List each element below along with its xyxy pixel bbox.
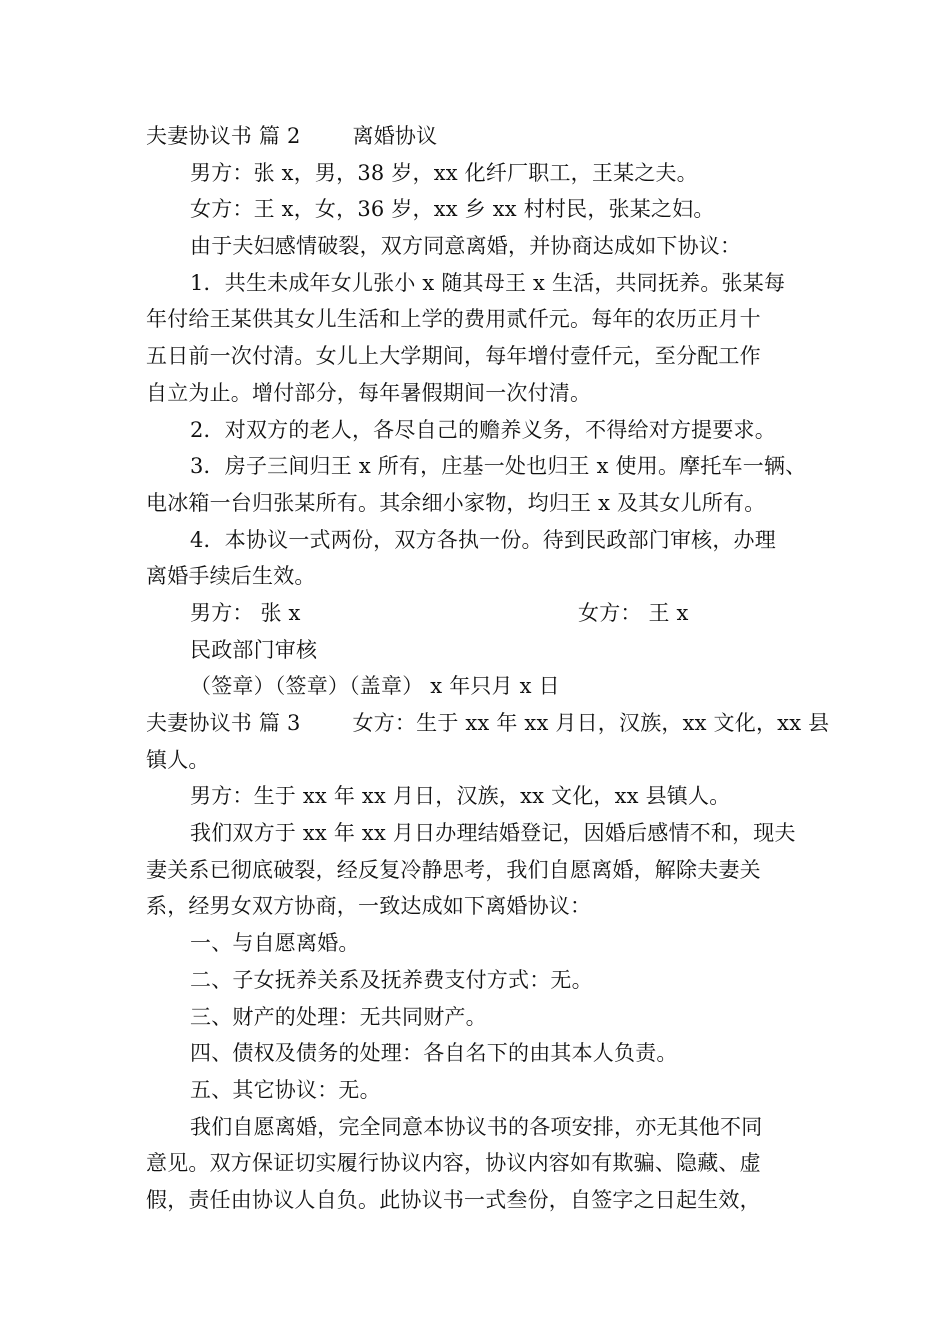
signature-line	[146, 595, 826, 632]
section2-item1-line: 1．共生未成年女儿张小 x 随其母王 x 生活，共同抚养。张某每	[190, 270, 786, 295]
section2-item4-line: 离婚手续后生效。	[146, 564, 316, 589]
section3-closing-line: 意见。双方保证切实履行协议内容，协议内容如有欺骗、隐藏、虚	[146, 1151, 761, 1176]
section2-item4-line: 4．本协议一式两份，双方各执一份。待到民政部门审核，办理	[190, 527, 776, 552]
section3-clause: 二、子女抚养关系及抚养费支付方式：无。	[190, 967, 593, 992]
section3-closing-line: 我们自愿离婚，完全同意本协议书的各项安排，亦无其他不同	[190, 1114, 763, 1139]
section3-clause: 五、其它协议：无。	[190, 1077, 381, 1102]
signature-husband: 男方： 张 x	[190, 600, 301, 625]
stamps-date: （签章）（签章）（盖章） x 年只月 x 日	[190, 674, 560, 699]
section2-item1-line: 五日前一次付清。女儿上大学期间，每年增付壹仟元，至分配工作	[146, 344, 761, 369]
section2-item1-line: 自立为止。增付部分，每年暑假期间一次付清。	[146, 380, 592, 405]
section2-husband: 男方：张 x，男，38 岁，xx 化纤厂职工，王某之夫。	[190, 160, 698, 185]
section2-doc-title: 离婚协议	[352, 124, 438, 148]
section3-husband: 男方：生于 xx 年 xx 月日，汉族，xx 文化，xx 县镇人。	[190, 784, 731, 809]
section3-clause: 三、财产的处理：无共同财产。	[190, 1004, 487, 1029]
section3-statement-line: 我们双方于 xx 年 xx 月日办理结婚登记，因婚后感情不和，现夫	[190, 821, 796, 846]
section3-heading-line	[146, 705, 830, 742]
section2-item3-line: 电冰箱一台归张某所有。其余细小家物，均归王 x 及其女儿所有。	[146, 490, 766, 515]
section3-clause: 四、债权及债务的处理：各自名下的由其本人负责。	[190, 1041, 678, 1066]
section3-statement-line: 系，经男女双方协商，一致达成如下离婚协议：	[146, 894, 592, 919]
civil-affairs-review: 民政部门审核	[190, 637, 318, 662]
section3-closing-line: 假，责任由协议人自负。此协议书一式叁份，自签字之日起生效，	[146, 1187, 761, 1212]
section2-heading: 夫妻协议书 篇 2	[146, 124, 301, 148]
section2-heading-line	[146, 118, 826, 155]
signature-wife: 女方： 王 x	[578, 600, 689, 625]
section2-intro: 由于夫妇感情破裂，双方同意离婚，并协商达成如下协议：	[190, 234, 742, 259]
section2-wife: 女方：王 x，女，36 岁，xx 乡 xx 村村民，张某之妇。	[190, 197, 715, 222]
section2-item2: 2．对双方的老人，各尽自己的赡养义务，不得给对方提要求。	[190, 417, 776, 442]
section3-wife-line: 女方：生于 xx 年 xx 月日，汉族，xx 文化，xx 县	[352, 711, 830, 735]
section2-item1-line: 年付给王某供其女儿生活和上学的费用贰仟元。每年的农历正月十	[146, 307, 761, 332]
section3-wife-line: 镇人。	[146, 747, 210, 772]
section3-statement-line: 妻关系已彻底破裂，经反复冷静思考，我们自愿离婚，解除夫妻关	[146, 857, 761, 882]
section3-clause: 一、与自愿离婚。	[190, 931, 360, 956]
section2-item3-line: 3．房子三间归王 x 所有，庄基一处也归王 x 使用。摩托车一辆、	[190, 454, 807, 479]
document-page	[146, 118, 830, 1219]
section3-heading: 夫妻协议书 篇 3	[146, 711, 301, 735]
